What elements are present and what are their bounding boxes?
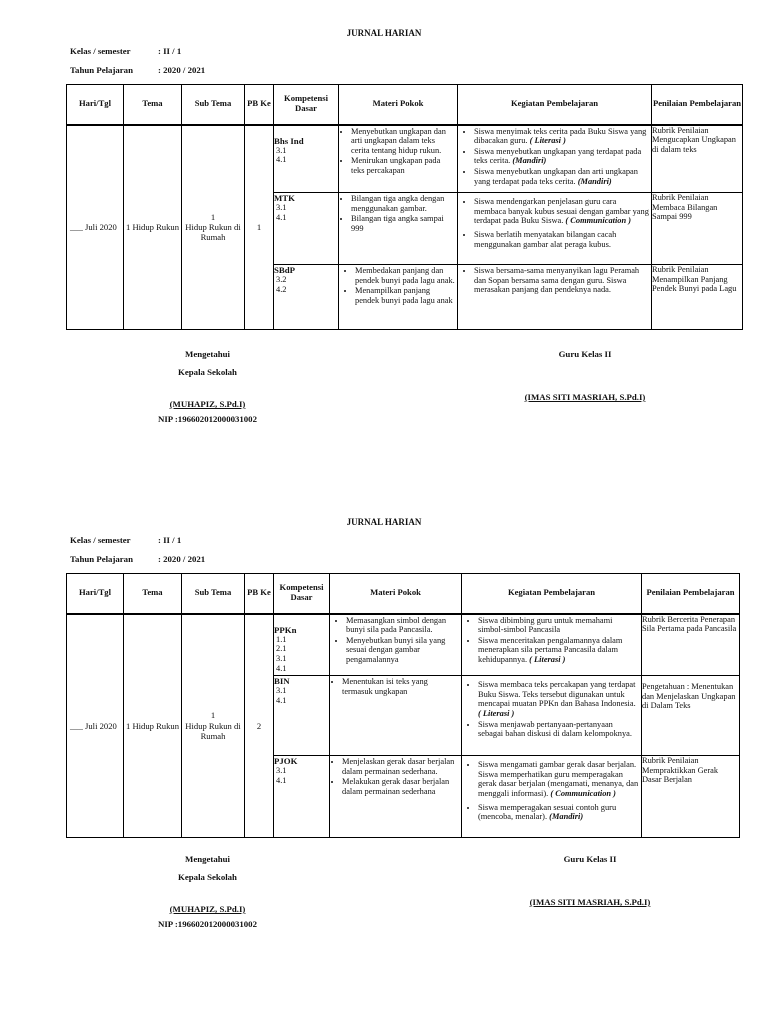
header-penilaian: Penilaian Pembelajaran <box>642 574 740 614</box>
list-item: • Siswa menjawab pertanyaan-pertanyaan sebagai bahan diskusi di dalam kelompoknya. <box>478 720 639 739</box>
pb-ke: 1 <box>245 125 274 330</box>
list-item: • Siswa menyimak teks cerita pada Buku Siswa yang dibacakan guru. ( Literasi ) <box>474 127 649 146</box>
subtema <box>182 125 245 330</box>
subtema-name: Hidup Rukun di Rumah <box>185 720 241 741</box>
header-subtema: Sub Tema <box>182 85 245 125</box>
penilaian-cell: Rubrik Penilaian Mempraktikkan Gerak Dasar Berjalan <box>642 756 740 838</box>
table-row <box>67 614 740 676</box>
header-kd: Kompetensi Dasar <box>274 574 330 614</box>
list-item: • Memasangkan simbol dengan bunyi sila pada Pancasila. <box>346 616 459 635</box>
kd-codes: 3.2 4.2 <box>276 275 287 294</box>
kelas-value: : II / 1 <box>158 535 182 545</box>
kd-cell <box>274 756 330 838</box>
sign-kepala-sekolah: Kepala Sekolah <box>178 367 237 377</box>
kelas-semester <box>70 535 181 545</box>
table-header-row <box>67 574 740 614</box>
penilaian-cell: Rubrik Bercerita Penerapan Sila Pertama pada Pancasila <box>642 614 740 676</box>
journal-title: JURNAL HARIAN <box>346 28 422 38</box>
kd-cell <box>274 193 339 265</box>
kegiatan-cell <box>458 193 652 265</box>
tema: 1 Hidup Rukun <box>124 125 182 330</box>
signature-guru-kelas <box>515 349 655 402</box>
signature-guru-kelas <box>520 854 660 907</box>
tahun-pelajaran <box>70 65 205 75</box>
subject-name: MTK <box>274 193 296 203</box>
kd-codes: 1.1 2.1 3.1 4.1 <box>276 634 287 673</box>
list-item: • Siswa membaca teks percakapan yang terdapat Buku Siswa. Teks tersebut digunakan untuk mencapai muatan PPKn dan Bahasa Indonesia. ( Literasi ) <box>478 680 639 719</box>
header-kegiatan: Kegiatan Pembelajaran <box>462 574 642 614</box>
kd-codes: 3.1 4.1 <box>276 145 287 165</box>
penilaian-cell: Pengetahuan : Menentukan dan Menjelaskan Ungkapan di Dalam Teks <box>642 676 740 756</box>
list-item: • Siswa menyebutkan ungkapan yang terdapat pada teks cerita. (Mandiri) <box>474 147 649 166</box>
header-kegiatan: Kegiatan Pembelajaran <box>458 85 652 125</box>
materi-cell <box>339 193 458 265</box>
tahun-label: Tahun Pelajaran <box>70 554 133 564</box>
subject-name: BIN <box>274 676 290 686</box>
list-item: • Siswa menceritakan pengalamannya dalam menerapkan sila pertama Pancasila dalam kehidupannya. ( Literasi ) <box>478 636 639 665</box>
kd-cell <box>274 614 330 676</box>
kelas-semester <box>70 46 181 56</box>
sign-mengetahui: Mengetahui <box>185 854 230 864</box>
kegiatan-cell <box>458 265 652 330</box>
subtema <box>182 614 245 838</box>
kd-cell <box>274 676 330 756</box>
list-item: • Menampilkan panjang pendek bunyi pada lagu anak <box>355 286 455 305</box>
header-penilaian: Penilaian Pembelajaran <box>652 85 743 125</box>
list-item: • Siswa bersama-sama menyanyikan lagu Peramah dan Sopan bersama sama dengan guru. Siswa merasakan panjang dan pendeknya nada. <box>474 266 649 295</box>
list-item: • Siswa mendengarkan penjelasan guru cara membaca banyak kubus sesuai dengan gambar yang terdapat pada Buku Siswa. ( Communication ) <box>474 197 649 226</box>
materi-cell <box>339 265 458 330</box>
table-row <box>67 125 743 193</box>
kelas-label: Kelas / semester <box>70 535 131 545</box>
header-tema: Tema <box>124 574 182 614</box>
hari-tgl: ___ Juli 2020 <box>67 614 124 838</box>
sign-kepala-nip: NIP :196602012000031002 <box>158 414 257 424</box>
hari-tgl: ___ Juli 2020 <box>67 125 124 330</box>
signature-kepala-sekolah <box>150 349 265 424</box>
list-item: • Melakukan gerak dasar berjalan dalam permainan sederhana <box>342 777 459 796</box>
subject-name: Bhs Ind <box>274 135 304 146</box>
kegiatan-cell <box>462 756 642 838</box>
penilaian-cell: Rubrik Penilaian Mengucapkan Ungkapan di dalam teks <box>652 125 743 193</box>
list-item: • Siswa mengamati gambar gerak dasar berjalan. Siswa memperhatikan guru memperagakan gerak dasar berjalan (mengamati, menanya, dan menggali informasi). ( Communication ) <box>478 760 639 799</box>
header-pb: PB Ke <box>245 85 274 125</box>
penilaian-cell: Rubrik Penilaian Membaca Bilangan Sampai 999 <box>652 193 743 265</box>
kd-codes: 3.1 4.1 <box>276 203 287 222</box>
penilaian-cell: Rubrik Penilaian Menampilkan Panjang Pendek Bunyi pada Lagu <box>652 265 743 330</box>
list-item: • Membedakan panjang dan pendek bunyi pada lagu anak. <box>355 266 455 285</box>
list-item: • Siswa dibimbing guru untuk memahami simbol-simbol Pancasila <box>478 616 639 635</box>
header-pb: PB Ke <box>245 574 274 614</box>
kd-codes: 3.1 4.1 <box>276 686 287 705</box>
pb-ke: 2 <box>245 614 274 838</box>
journal-table <box>66 84 743 330</box>
journal-table <box>66 573 740 838</box>
tahun-label: Tahun Pelajaran <box>70 65 133 75</box>
table-header-row <box>67 85 743 125</box>
list-item: • Menjelaskan gerak dasar berjalan dalam permainan sederhana. <box>342 757 459 776</box>
signature-kepala-sekolah <box>150 854 265 929</box>
kd-cell <box>274 125 339 193</box>
subtema-name: Hidup Rukun di Rumah <box>185 222 241 243</box>
sign-kepala-name: (MUHAPIZ, S.Pd.I) <box>169 904 246 914</box>
subject-name: SBdP <box>274 265 296 275</box>
kd-codes: 3.1 4.1 <box>276 766 287 785</box>
kegiatan-cell <box>458 125 652 193</box>
materi-cell <box>330 676 462 756</box>
materi-cell <box>330 614 462 676</box>
kelas-value: : II / 1 <box>158 46 182 56</box>
subtema-number: 1 <box>210 710 216 721</box>
sign-kepala-sekolah: Kepala Sekolah <box>178 872 237 882</box>
tahun-value: : 2020 / 2021 <box>158 65 206 75</box>
header-hari: Hari/Tgl <box>67 85 124 125</box>
sign-kepala-name: (MUHAPIZ, S.Pd.I) <box>169 399 246 409</box>
tahun-pelajaran <box>70 554 205 564</box>
sign-mengetahui: Mengetahui <box>185 349 230 359</box>
sign-kepala-nip: NIP :196602012000031002 <box>158 919 257 929</box>
header-kd: Kompetensi Dasar <box>274 85 339 125</box>
sign-guru-kelas: Guru Kelas II <box>563 854 617 864</box>
sign-guru-name: (IMAS SITI MASRIAH, S.Pd.I) <box>524 392 646 402</box>
header-hari: Hari/Tgl <box>67 574 124 614</box>
kegiatan-cell <box>462 676 642 756</box>
header-subtema: Sub Tema <box>182 574 245 614</box>
subject-name: PPKn <box>274 624 297 635</box>
list-item: • Siswa menyebutkan ungkapan dan arti ungkapan yang terdapat pada teks cerita. (Mandiri) <box>474 167 649 186</box>
list-item: • Bilangan tiga angka dengan menggunakan gambar. <box>351 194 455 213</box>
list-item: • Siswa berlatih menyatakan bilangan cacah menggunakan gambar alat peraga kubus. <box>474 230 649 249</box>
sign-guru-name: (IMAS SITI MASRIAH, S.Pd.I) <box>529 897 651 907</box>
kd-cell <box>274 265 339 330</box>
header-materi: Materi Pokok <box>339 85 458 125</box>
list-item: • Menyebutkan ungkapan dan arti ungkapan dalam teks cerita tentang hidup rukun. <box>351 127 455 156</box>
subject-name: PJOK <box>274 756 298 766</box>
journal-title: JURNAL HARIAN <box>346 517 422 527</box>
kelas-label: Kelas / semester <box>70 46 131 56</box>
list-item: • Menirukan ungkapan pada teks percakapan <box>351 156 455 175</box>
materi-cell <box>330 756 462 838</box>
list-item: • Menyebutkan bunyi sila yang sesuai dengan gambar pengamalannya <box>346 636 459 665</box>
kegiatan-cell <box>462 614 642 676</box>
sign-guru-kelas: Guru Kelas II <box>558 349 612 359</box>
header-tema: Tema <box>124 85 182 125</box>
list-item: • Bilangan tiga angka sampai 999 <box>351 214 455 233</box>
subtema-number: 1 <box>210 211 216 222</box>
tahun-value: : 2020 / 2021 <box>158 554 206 564</box>
list-item: • Siswa memperagakan sesuai contoh guru (mencoba, menalar). (Mandiri) <box>478 803 639 822</box>
materi-cell <box>339 125 458 193</box>
list-item: • Menentukan isi teks yang termasuk ungkapan <box>342 677 459 696</box>
tema: 1 Hidup Rukun <box>124 614 182 838</box>
header-materi: Materi Pokok <box>330 574 462 614</box>
